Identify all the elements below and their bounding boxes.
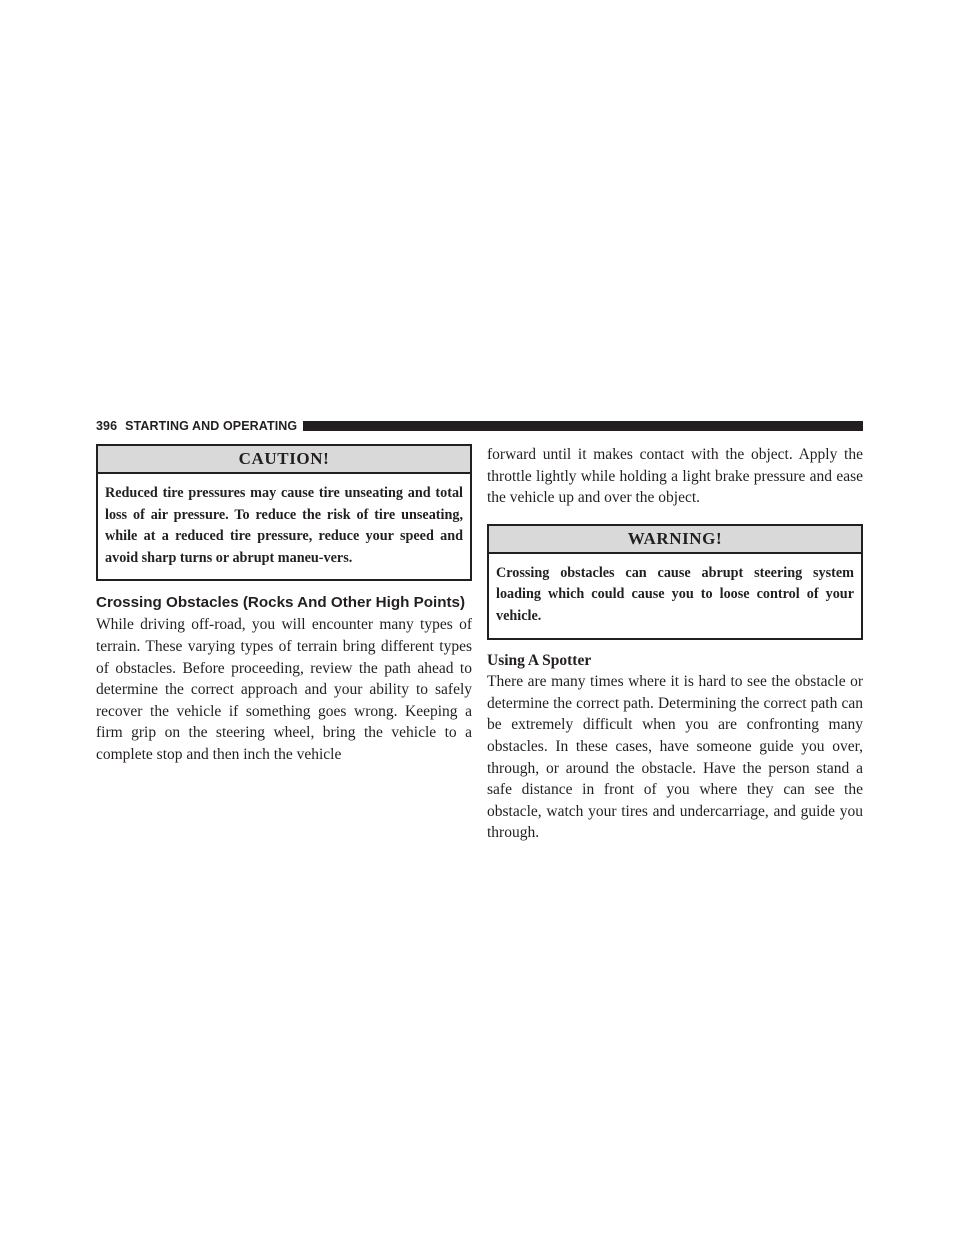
- caution-box: [96, 444, 472, 581]
- page-header: [96, 418, 863, 434]
- subsection-heading: Using A Spotter: [487, 651, 592, 669]
- page-number: 396: [96, 419, 118, 433]
- warning-title: WARNING!: [489, 526, 861, 554]
- section-title: STARTING AND OPERATING: [125, 419, 298, 433]
- warning-body: Crossing obstacles can cause abrupt steering system loading which could cause you to loose control of your vehicle.: [496, 564, 854, 624]
- caution-title: CAUTION!: [98, 446, 470, 474]
- paragraph-crossing-obstacles: While driving off-road, you will encounter many types of terrain. These varying types of terrain bring different types of obstacles. Before proceeding, review the path ahead to determine the correct approach and your ability to safely recover the vehicle if something goes wrong. Keeping a firm grip on the steering wheel, bring the vehicle to a complete stop and then inch the vehicle: [96, 616, 472, 763]
- caution-body: Reduced tire pressures may cause tire unseating and total loss of air pressure. To reduce the risk of tire unseating, while at a reduced tire pressure, reduce your speed and avoid sharp turns or abrupt maneu-vers.: [105, 485, 463, 566]
- section-heading: Crossing Obstacles (Rocks And Other High Points): [96, 594, 466, 612]
- left-column: [96, 444, 472, 766]
- header-rule: [303, 421, 863, 431]
- paragraph-continued: forward until it makes contact with the object. Apply the throttle lightly while holding a light brake pressure and ease the vehicle up and over the object.: [487, 446, 863, 507]
- warning-box: [487, 524, 863, 640]
- right-column: [487, 444, 863, 844]
- paragraph-using-spotter: There are many times where it is hard to see the obstacle or determine the correct path. Determining the correct path can be extremely difficult when you are confronting many obstacles. In these cases, have someone guide you over, through, or around the obstacle. Have the person stand a safe distance in front of you where they can see the obstacle, watch your tires and undercarriage, and guide you through.: [487, 673, 863, 842]
